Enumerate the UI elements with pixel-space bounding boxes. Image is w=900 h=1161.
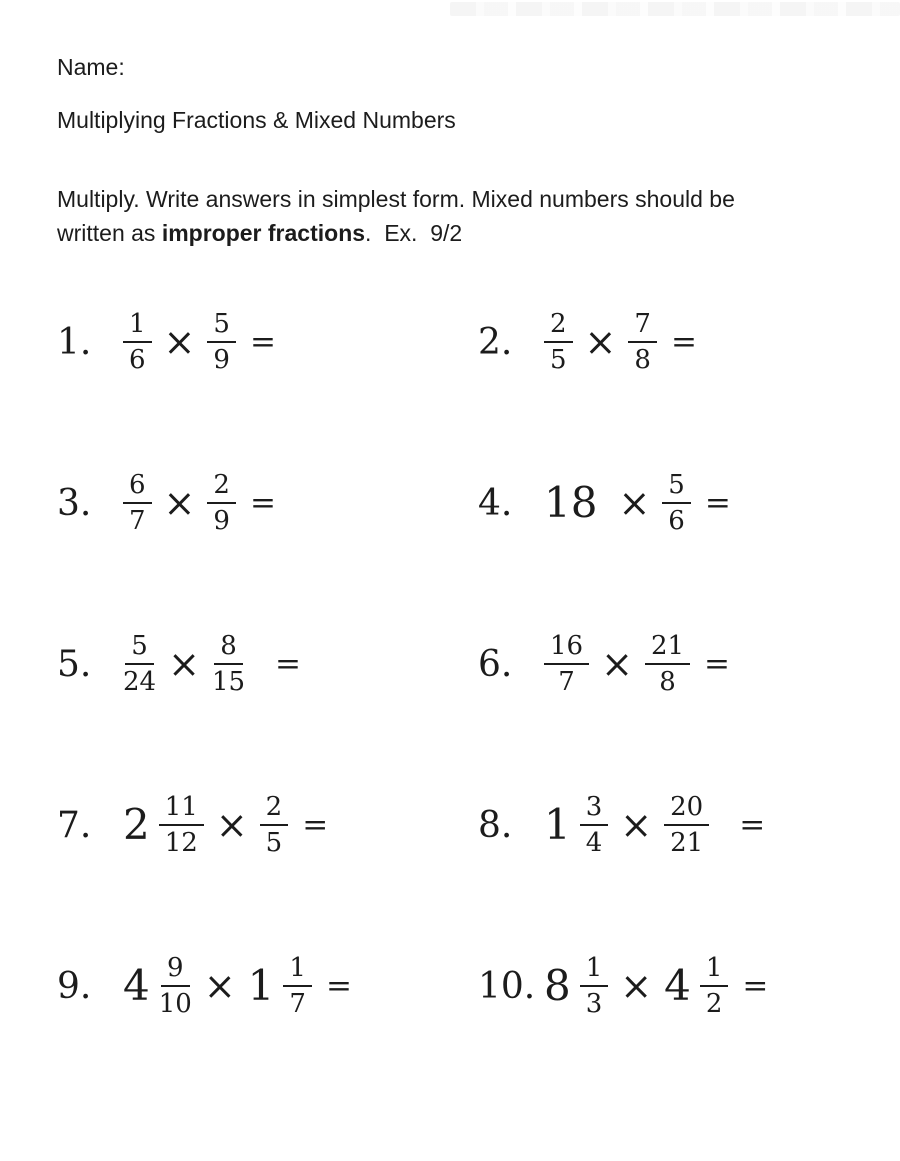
problem-4 (478, 423, 900, 584)
fraction (212, 632, 245, 696)
problem-number: 2. (478, 321, 513, 363)
whole-number: 18 (544, 478, 598, 528)
problem-number: 3. (57, 482, 92, 524)
fraction (123, 310, 152, 374)
numerator: 5 (662, 471, 691, 504)
problem-2 (478, 262, 900, 423)
problem-8 (478, 745, 900, 906)
expression (544, 954, 768, 1018)
problem-number: 10. (478, 965, 536, 1007)
problems-grid (57, 262, 900, 1067)
fraction (159, 954, 192, 1018)
multiply-sign: × (215, 803, 248, 848)
equals-sign: = (704, 645, 731, 682)
problem-9 (57, 906, 478, 1067)
denominator: 9 (213, 506, 230, 537)
fraction (645, 632, 690, 696)
numerator: 1 (283, 954, 312, 987)
denominator: 9 (213, 345, 230, 376)
equals-sign: = (742, 967, 769, 1004)
equals-sign: = (249, 484, 276, 521)
denominator: 5 (550, 345, 567, 376)
whole-number: 4 (664, 961, 691, 1011)
multiply-sign: × (168, 642, 200, 687)
denominator: 12 (164, 828, 198, 859)
numerator: 6 (123, 471, 152, 504)
problem-6 (478, 584, 900, 745)
denominator: 21 (670, 828, 704, 859)
fraction (628, 310, 657, 374)
fraction (544, 310, 573, 374)
denominator: 8 (634, 345, 651, 376)
numerator: 20 (664, 793, 709, 826)
denominator: 3 (585, 989, 603, 1020)
problem-number: 1. (57, 321, 92, 363)
fraction (123, 471, 152, 535)
numerator: 8 (214, 632, 243, 665)
expression (544, 310, 697, 374)
denominator: 6 (129, 345, 146, 376)
problem-3 (57, 423, 478, 584)
fraction (580, 793, 609, 857)
denominator: 8 (659, 667, 676, 698)
numerator: 21 (645, 632, 690, 665)
fraction (544, 632, 589, 696)
denominator: 7 (289, 989, 306, 1020)
fraction (260, 793, 289, 857)
whole-number: 2 (123, 800, 150, 850)
equals-sign: = (325, 967, 352, 1004)
equals-sign: = (249, 323, 276, 360)
multiply-sign: × (163, 320, 196, 365)
equals-sign: = (275, 645, 302, 682)
fraction (123, 632, 156, 696)
problem-10 (478, 906, 900, 1067)
name-label: Name: (57, 54, 125, 80)
fraction (700, 954, 729, 1018)
denominator: 2 (705, 989, 723, 1020)
denominator: 6 (668, 506, 685, 537)
numerator: 3 (580, 793, 609, 826)
multiply-sign: × (620, 964, 653, 1009)
numerator: 2 (260, 793, 289, 826)
expression (123, 471, 276, 535)
numerator: 16 (544, 632, 589, 665)
instructions-prefix: written as (57, 219, 162, 246)
problem-5 (57, 584, 478, 745)
multiply-sign: × (601, 642, 633, 687)
expression (544, 471, 731, 535)
page-title: Multiplying Fractions & Mixed Numbers (57, 106, 456, 133)
problem-1 (57, 262, 478, 423)
denominator: 7 (129, 506, 146, 537)
numerator: 2 (544, 310, 573, 343)
numerator: 1 (580, 954, 609, 987)
fraction (580, 954, 609, 1018)
problem-number: 5. (57, 643, 92, 685)
scan-artifact (450, 2, 900, 16)
numerator: 1 (700, 954, 729, 987)
equals-sign: = (704, 484, 731, 521)
numerator: 2 (207, 471, 236, 504)
instructions-line1: Multiply. Write answers in simplest form. Mixed numbers should be (57, 186, 735, 213)
whole-number: 1 (544, 800, 571, 850)
whole-number: 1 (247, 961, 275, 1011)
numerator: 11 (159, 793, 204, 826)
fraction (664, 793, 709, 857)
whole-number: 4 (123, 961, 150, 1011)
problem-number: 9. (57, 965, 92, 1007)
equals-sign: = (739, 806, 766, 843)
expression (544, 793, 765, 857)
problem-number: 6. (478, 643, 513, 685)
problem-number: 8. (478, 804, 513, 846)
problem-number: 7. (57, 804, 92, 846)
denominator: 24 (123, 667, 157, 698)
numerator: 5 (125, 632, 154, 665)
fraction (662, 471, 691, 535)
denominator: 15 (211, 667, 246, 698)
instructions-bold: improper fractions (161, 219, 366, 246)
fraction (207, 471, 236, 535)
equals-sign: = (670, 323, 697, 360)
problem-7 (57, 745, 478, 906)
expression (123, 310, 276, 374)
denominator: 10 (158, 989, 192, 1020)
numerator: 5 (207, 310, 236, 343)
denominator: 7 (558, 667, 575, 698)
expression (123, 793, 328, 857)
fraction (207, 310, 236, 374)
numerator: 9 (161, 954, 190, 987)
multiply-sign: × (203, 964, 236, 1009)
multiply-sign: × (584, 320, 617, 365)
instructions-suffix: . Ex. 9/2 (365, 219, 463, 246)
denominator: 4 (585, 828, 603, 859)
expression (544, 632, 730, 696)
fraction (159, 793, 204, 857)
problem-number: 4. (478, 482, 513, 524)
multiply-sign: × (618, 481, 651, 526)
numerator: 1 (123, 310, 152, 343)
multiply-sign: × (620, 803, 653, 848)
multiply-sign: × (163, 481, 196, 526)
instructions (57, 183, 900, 250)
denominator: 5 (265, 828, 283, 859)
numerator: 7 (628, 310, 657, 343)
equals-sign: = (302, 806, 329, 843)
fraction (283, 954, 312, 1018)
expression (123, 954, 352, 1018)
expression (123, 632, 301, 696)
whole-number: 8 (544, 961, 571, 1011)
